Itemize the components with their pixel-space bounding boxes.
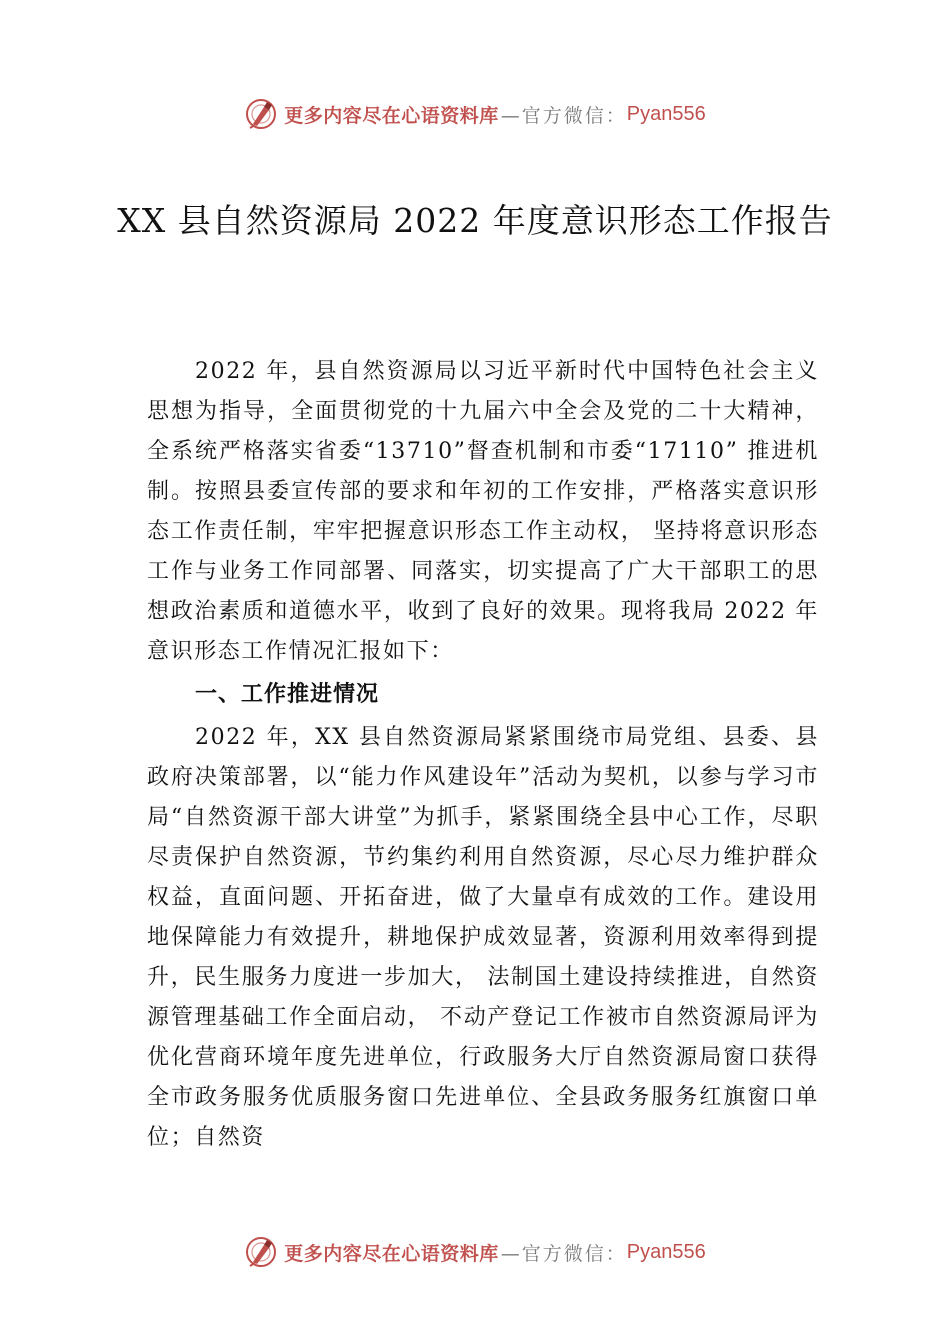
pen-nib-logo-icon bbox=[244, 97, 278, 131]
section-heading: 一、工作推进情况 bbox=[195, 682, 380, 707]
watermark-wechat-id: Pyan556 bbox=[626, 1240, 706, 1263]
paragraph-work-progress: 2022 年，XX 县自然资源局紧紧围绕市局党组、县委、县政府决策部署，以“能力作风建设年”活动为契机，以参与学习市局“自然资源干部大讲堂”为抓手，紧紧围绕全县中心工作，尽职尽责保护自然资源，节约集约利用自然资源，尽心尽力维护群众权益，直面问题、开拓奋进，做了大量卓有成效的工作。建设用地保障能力有效提升，耕地保护成效显著，资源利用效率得到提升，民生服务力度进一步加大， 法制国土建设持续推进，自然资源管理基础工作全面启动， 不动产登记工作被市自然资源局评为优化营商环境年度先进单位，行政服务大厅自然资源局窗口获得全市政务服务优质服务窗口先进单位、全县政务服务红旗窗口单位；自然资 bbox=[147, 725, 819, 1150]
watermark-separator: —官方微信： bbox=[500, 1242, 627, 1265]
watermark-separator: —官方微信： bbox=[500, 104, 627, 127]
watermark-wechat-id: Pyan556 bbox=[626, 102, 706, 125]
pen-nib-logo-icon bbox=[244, 1235, 278, 1269]
watermark-footer bbox=[0, 1232, 950, 1272]
document-title: XX 县自然资源局 2022 年度意识形态工作报告 bbox=[117, 201, 833, 240]
watermark-header bbox=[0, 94, 950, 134]
document-body bbox=[147, 352, 819, 1158]
watermark-text: 更多内容尽在心语资料库 bbox=[284, 104, 499, 127]
paragraph-intro: 2022 年，县自然资源局以习近平新时代中国特色社会主义思想为指导，全面贯彻党的十九届六中全会及党的二十大精神，全系统严格落实省委“13710”督查机制和市委“17110” 推进机制。按照县委宣传部的要求和年初的工作安排，严格落实意识形态工作责任制，牢牢把握意识形态工作主动权， 坚持将意识形态工作与业务工作同部署、同落实，切实提高了广大干部职工的思想政治素质和道德水平，收到了良好的效果。现将我局 2022 年意识形态工作情况汇报如下： bbox=[147, 359, 819, 664]
watermark-text: 更多内容尽在心语资料库 bbox=[284, 1242, 499, 1265]
